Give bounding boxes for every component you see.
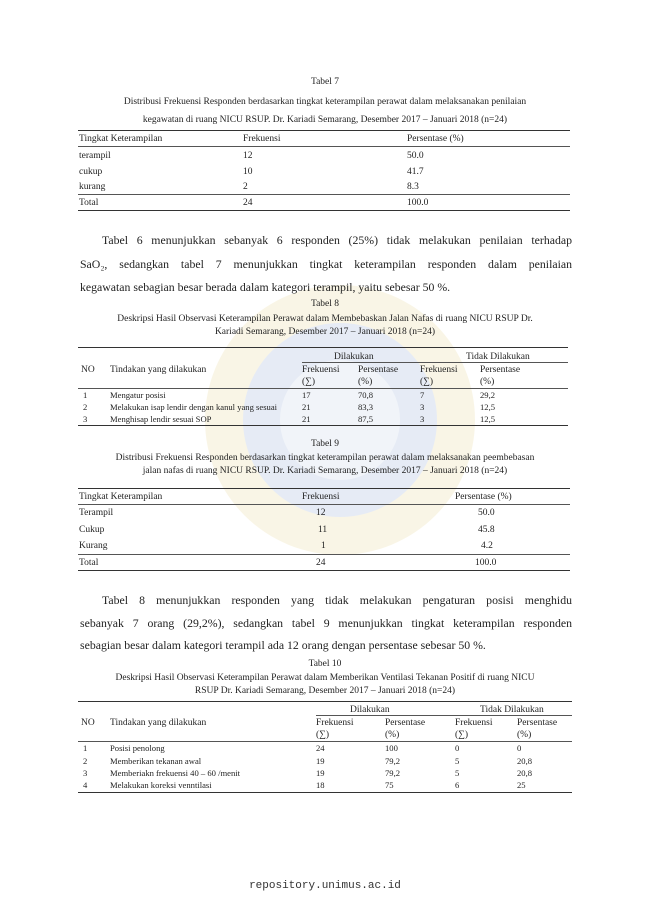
table-cell: 12,5: [480, 402, 496, 412]
column-header: Persentase: [385, 718, 426, 728]
column-header: Persentase (%): [407, 134, 464, 144]
column-header: Persentase: [358, 365, 399, 375]
column-header: Tingkat Keterampilan: [79, 492, 163, 502]
table-cell: 6: [455, 780, 460, 790]
column-header: Frekuensi: [243, 134, 281, 144]
table-cell: Mengatur posisi: [110, 390, 166, 400]
table-cell: 0: [455, 743, 460, 753]
body-paragraph-line: sebagian besar dalam kategori terampil ada 12 orang dengan persentase sebesar 50 %.: [80, 638, 486, 652]
column-header: Persentase (%): [455, 492, 512, 502]
table-cell: 79,2: [385, 768, 401, 778]
table-rule: [78, 130, 570, 131]
table-cell: kurang: [79, 182, 106, 192]
table-rule: [78, 570, 570, 571]
table-cell: Menghisap lendir sesuai SOP: [110, 414, 212, 424]
table-cell: 7: [420, 390, 425, 400]
tabel-9-caption: Distribusi Frekuensi Responden berdasarkan tingkat keterampilan perawat dalam melaksanakan peembebasan: [115, 453, 535, 463]
table-total-cell: 24: [316, 558, 326, 568]
table-cell: Posisi penolong: [110, 743, 165, 753]
table-cell: 87,5: [358, 414, 374, 424]
table-rule: [78, 504, 570, 505]
column-header: (%): [358, 377, 373, 387]
table-rule: [78, 347, 568, 348]
table-cell: 2: [83, 756, 88, 766]
table-rule: [78, 701, 572, 702]
table-cell: 25: [517, 780, 526, 790]
table-cell: 19: [316, 756, 325, 766]
tabel-9-caption-2: jalan nafas di ruang NICU RSUP. Dr. Kariadi Semarang, Desember 2017 – Januari 2018 (n=24): [142, 466, 508, 476]
column-header: (%): [517, 730, 532, 740]
table-cell: 1: [321, 541, 326, 551]
body-paragraph-line: sebanyak 7 orang (29,2%), sedangkan tabel 9 menunjukkan tingkat keterampilan responden: [80, 616, 572, 630]
table-cell: 29,2: [480, 390, 496, 400]
body-paragraph-line: kegawatan sebagian besar berada dalam kategori terampil, yaitu sebesar 50 %.: [80, 280, 451, 294]
table-cell: 2: [243, 182, 248, 192]
table-cell: Memberiakn frekuensi 40 – 60 /menit: [110, 768, 241, 778]
table-cell: 2: [83, 402, 88, 412]
table-cell: 50.0: [478, 508, 495, 518]
table-cell: 11: [318, 525, 328, 535]
table-cell: Melakukan isap lendir dengan kanul yang sesuai: [110, 402, 278, 412]
column-header: Frekuensi: [455, 718, 493, 728]
table-cell: 17: [302, 390, 311, 400]
table-cell: 20,8: [517, 756, 533, 766]
table-cell: Cukup: [79, 525, 105, 535]
table-cell: 100: [385, 743, 398, 753]
table-cell: 18: [316, 780, 325, 790]
group-header-tidak-dilakukan: Tidak Dilakukan: [480, 705, 544, 715]
table-total-cell: Total: [79, 198, 99, 208]
table-rule: [78, 146, 570, 147]
column-header: NO: [81, 365, 95, 375]
table-total-cell: 100.0: [475, 558, 497, 568]
table-cell: 20,8: [517, 768, 533, 778]
table-cell: 45.8: [478, 525, 495, 535]
table-rule: [78, 488, 570, 489]
table-cell: 4.2: [481, 541, 493, 551]
table-cell: 0: [517, 743, 522, 753]
tabel-7-caption-2: kegawatan di ruang NICU RSUP. Dr. Kariadi Semarang, Desember 2017 – Januari 2018 (n=24): [142, 115, 508, 125]
table-rule: [78, 425, 568, 426]
table-rule: [78, 792, 572, 793]
tabel-10-caption: Deskripsi Hasil Observasi Keterampilan Perawat dalam Memberikan Ventilasi Tekanan Positif di ruang NICU: [115, 673, 535, 683]
table-rule: [78, 194, 570, 195]
tabel-7-title: Tabel 7: [310, 77, 340, 87]
table-cell: 21: [302, 414, 311, 424]
table-cell: 5: [455, 768, 460, 778]
column-header: (%): [385, 730, 400, 740]
table-cell: 83,3: [358, 402, 374, 412]
column-header: Frekuensi: [302, 492, 340, 502]
table-cell: 41.7: [407, 167, 424, 177]
table-cell: 24: [316, 743, 325, 753]
table-cell: 4: [83, 780, 88, 790]
tabel-8-caption: Deskripsi Hasil Observasi Keterampilan Perawat dalam Membebaskan Jalan Nafas di ruang NICU RSUP Dr.: [117, 314, 533, 324]
body-paragraph-line: SaO₂, sedangkan tabel 7 menunjukkan tingkat keterampilan responden dalam penilaian: [80, 257, 572, 271]
table-rule: [78, 554, 570, 555]
table-cell: Kurang: [79, 541, 108, 551]
group-header-dilakukan: Dilakukan: [334, 352, 374, 362]
table-cell: 12: [243, 151, 253, 161]
table-rule: [78, 210, 570, 211]
column-header: (∑): [420, 377, 434, 387]
table-total-cell: Total: [79, 558, 99, 568]
column-header: Persentase: [517, 718, 558, 728]
table-cell: Melakukan koreksi venntilasi: [110, 780, 212, 790]
table-cell: 19: [316, 768, 325, 778]
column-header: Tindakan yang dilakukan: [110, 365, 207, 375]
tabel-10-title: Tabel 10: [308, 659, 342, 669]
table-cell: 1: [83, 743, 88, 753]
table-cell: 1: [83, 390, 88, 400]
table-cell: 50.0: [407, 151, 424, 161]
column-header: Frekuensi: [316, 718, 354, 728]
table-total-cell: 24: [243, 198, 253, 208]
tabel-10-caption-2: RSUP Dr. Kariadi Semarang, Desember 2017 – Januari 2018 (n=24): [194, 686, 456, 696]
column-header: (∑): [302, 377, 316, 387]
table-rule: [302, 362, 568, 363]
tabel-8-title: Tabel 8: [310, 299, 340, 309]
tabel-9-title: Tabel 9: [310, 439, 340, 449]
table-cell: 5: [455, 756, 460, 766]
table-cell: 10: [243, 167, 253, 177]
column-header: Tindakan yang dilakukan: [110, 718, 207, 728]
column-header: NO: [81, 718, 95, 728]
column-header: (∑): [316, 730, 330, 740]
column-header: Persentase: [480, 365, 521, 375]
repository-footer: repository.unimus.ac.id: [249, 880, 401, 892]
column-header: Frekuensi: [420, 365, 458, 375]
table-cell: 3: [83, 414, 88, 424]
column-header: (%): [480, 377, 495, 387]
table-cell: 3: [83, 768, 88, 778]
tabel-7-caption: Distribusi Frekuensi Responden berdasarkan tingkat keterampilan perawat dalam melaksanakan penilaian: [123, 97, 527, 107]
table-cell: cukup: [79, 167, 103, 177]
column-header: (∑): [455, 730, 469, 740]
tabel-8-caption-2: Kariadi Semarang, Desember 2017 – Januari 2018 (n=24): [214, 327, 436, 337]
group-header-dilakukan: Dilakukan: [350, 705, 390, 715]
table-cell: 75: [385, 780, 394, 790]
table-cell: 12,5: [480, 414, 496, 424]
table-cell: terampil: [79, 151, 111, 161]
body-paragraph-line: Tabel 6 menunjukkan sebanyak 6 responden (25%) tidak melakukan penilaian terhadap: [102, 233, 572, 247]
table-cell: 12: [316, 508, 326, 518]
column-header: Frekuensi: [302, 365, 340, 375]
table-cell: 70,8: [358, 390, 374, 400]
table-cell: Terampil: [79, 508, 114, 518]
column-header: Tingkat Keterampilan: [79, 134, 163, 144]
table-cell: 3: [420, 402, 425, 412]
table-cell: 79,2: [385, 756, 401, 766]
table-rule: [316, 715, 572, 716]
table-cell: 3: [420, 414, 425, 424]
group-header-tidak-dilakukan: Tidak Dilakukan: [466, 352, 530, 362]
table-cell: 21: [302, 402, 311, 412]
body-paragraph-line: Tabel 8 menunjukkan responden yang tidak melakukan pengaturan posisi menghidu: [102, 593, 572, 607]
table-total-cell: 100.0: [407, 198, 429, 208]
table-cell: Memberikan tekanan awal: [110, 756, 202, 766]
table-cell: 8.3: [407, 182, 419, 192]
